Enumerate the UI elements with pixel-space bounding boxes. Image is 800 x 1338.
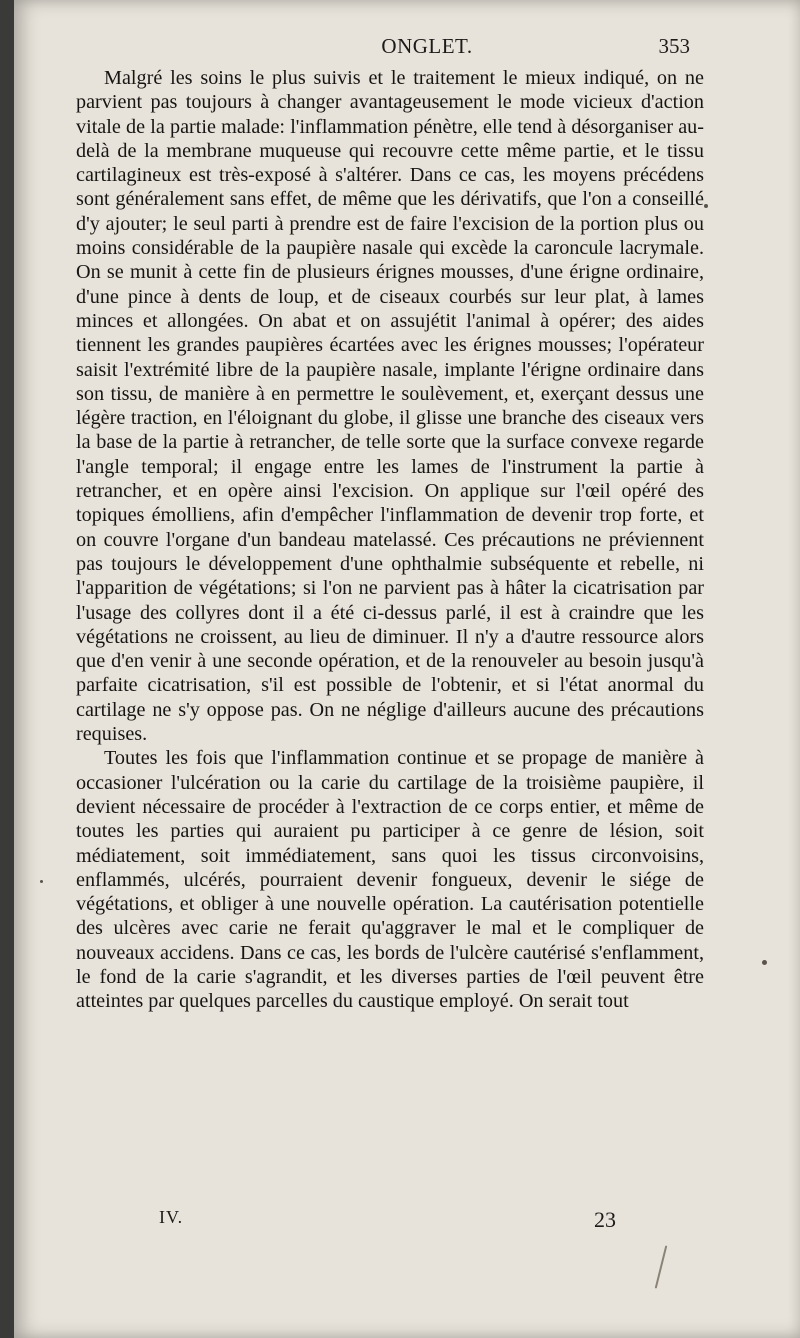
- main-text: [76, 66, 704, 1014]
- running-title: ONGLET.: [381, 34, 473, 58]
- paper-speck: [762, 960, 767, 965]
- page-number: 353: [658, 34, 690, 58]
- paper-speck: [704, 204, 708, 208]
- paragraph: Toutes les fois que l'inflammation continue et se propage de manière à occasioner l'ulcération ou la carie du cartilage de la troisième paupière, il devient nécessaire de procéder à l'extraction de ce corps entier, et même de toutes les parties qui auraient pu participer à ce genre de lésion, soit médiatement, soit immédiatement, sans quoi les tissus circonvoisins, enflammés, ulcérés, pourraient devenir fongueux, devenir le siége de végétations, et obliger à une nouvelle opération. La cautérisation potentielle des ulcères avec carie ne ferait qu'aggraver le mal et le compliquer de nouveaux accidens. Dans ce cas, les bords de l'ulcère cautérisé s'enflamment, le fond de la carie s'agrandit, et les diverses parties de l'œil peuvent être atteintes par quelques parcelles du caustique employé. On serait tout: [76, 747, 704, 1013]
- volume-mark: IV.: [159, 1207, 184, 1227]
- page-header: [14, 34, 800, 64]
- paper-speck: [40, 880, 43, 883]
- paragraph: Malgré les soins le plus suivis et le traitement le mieux indiqué, on ne parvient pas toujours à changer avantageusement le mode vicieux d'action vitale de la partie malade: l'inflammation pénètre, elle tend à désorganiser au-delà de la membrane muqueuse qui recouvre cette même partie, et le tissu cartilagineux est très-exposé à s'altérer. Dans ce cas, les moyens précédens sont généralement sans effet, de même que les dérivatifs, que l'on a conseillé d'y ajouter; le seul parti à prendre est de faire l'excision de la portion plus ou moins considérable de la paupière nasale qui excède la caroncule lacrymale. On se munit à cette fin de plusieurs érignes mousses, d'une érigne ordinaire, d'une pince à dents de loup, et de ciseaux courbés sur leur plat, à lames minces et allongées. On abat et on assujétit l'animal à opérer; des aides tiennent les grandes paupières écartées avec les érignes mousses; l'opérateur saisit l'extrémité libre de la paupière nasale, implante l'érigne ordinaire dans son tissu, de manière à en permettre le soulèvement, et, exerçant dessus une légère traction, en l'éloignant du globe, il glisse une branche des ciseaux vers la base de la partie à retrancher, de telle sorte que la surface convexe regarde l'angle temporal; il engage entre les lames de l'instrument la partie à retrancher, et en opère ainsi l'excision. On applique sur l'œil opéré des topiques émolliens, afin d'empêcher l'inflammation de devenir trop forte, et on couvre l'organe d'un bandeau matelassé. Ces précautions ne préviennent pas toujours le développement d'une ophthalmie subséquente et rebelle, ni l'apparition de végétations; si l'on ne parvient pas à hâter la cicatrisation par l'usage des collyres dont il a été ci-dessus parlé, il est à craindre que les végétations ne croissent, au lieu de diminuer. Il n'y a d'autre ressource alors que d'en venir à une seconde opération, et de la renouveler au besoin jusqu'à parfaite cicatrisation, s'il est possible de l'obtenir, et si l'état anormal du cartilage ne s'y oppose pas. On ne néglige d'ailleurs aucune des précautions requises.: [76, 67, 704, 746]
- paper-speck: [655, 1245, 668, 1288]
- signature-mark: 23: [594, 1207, 616, 1232]
- book-page: [14, 0, 800, 1338]
